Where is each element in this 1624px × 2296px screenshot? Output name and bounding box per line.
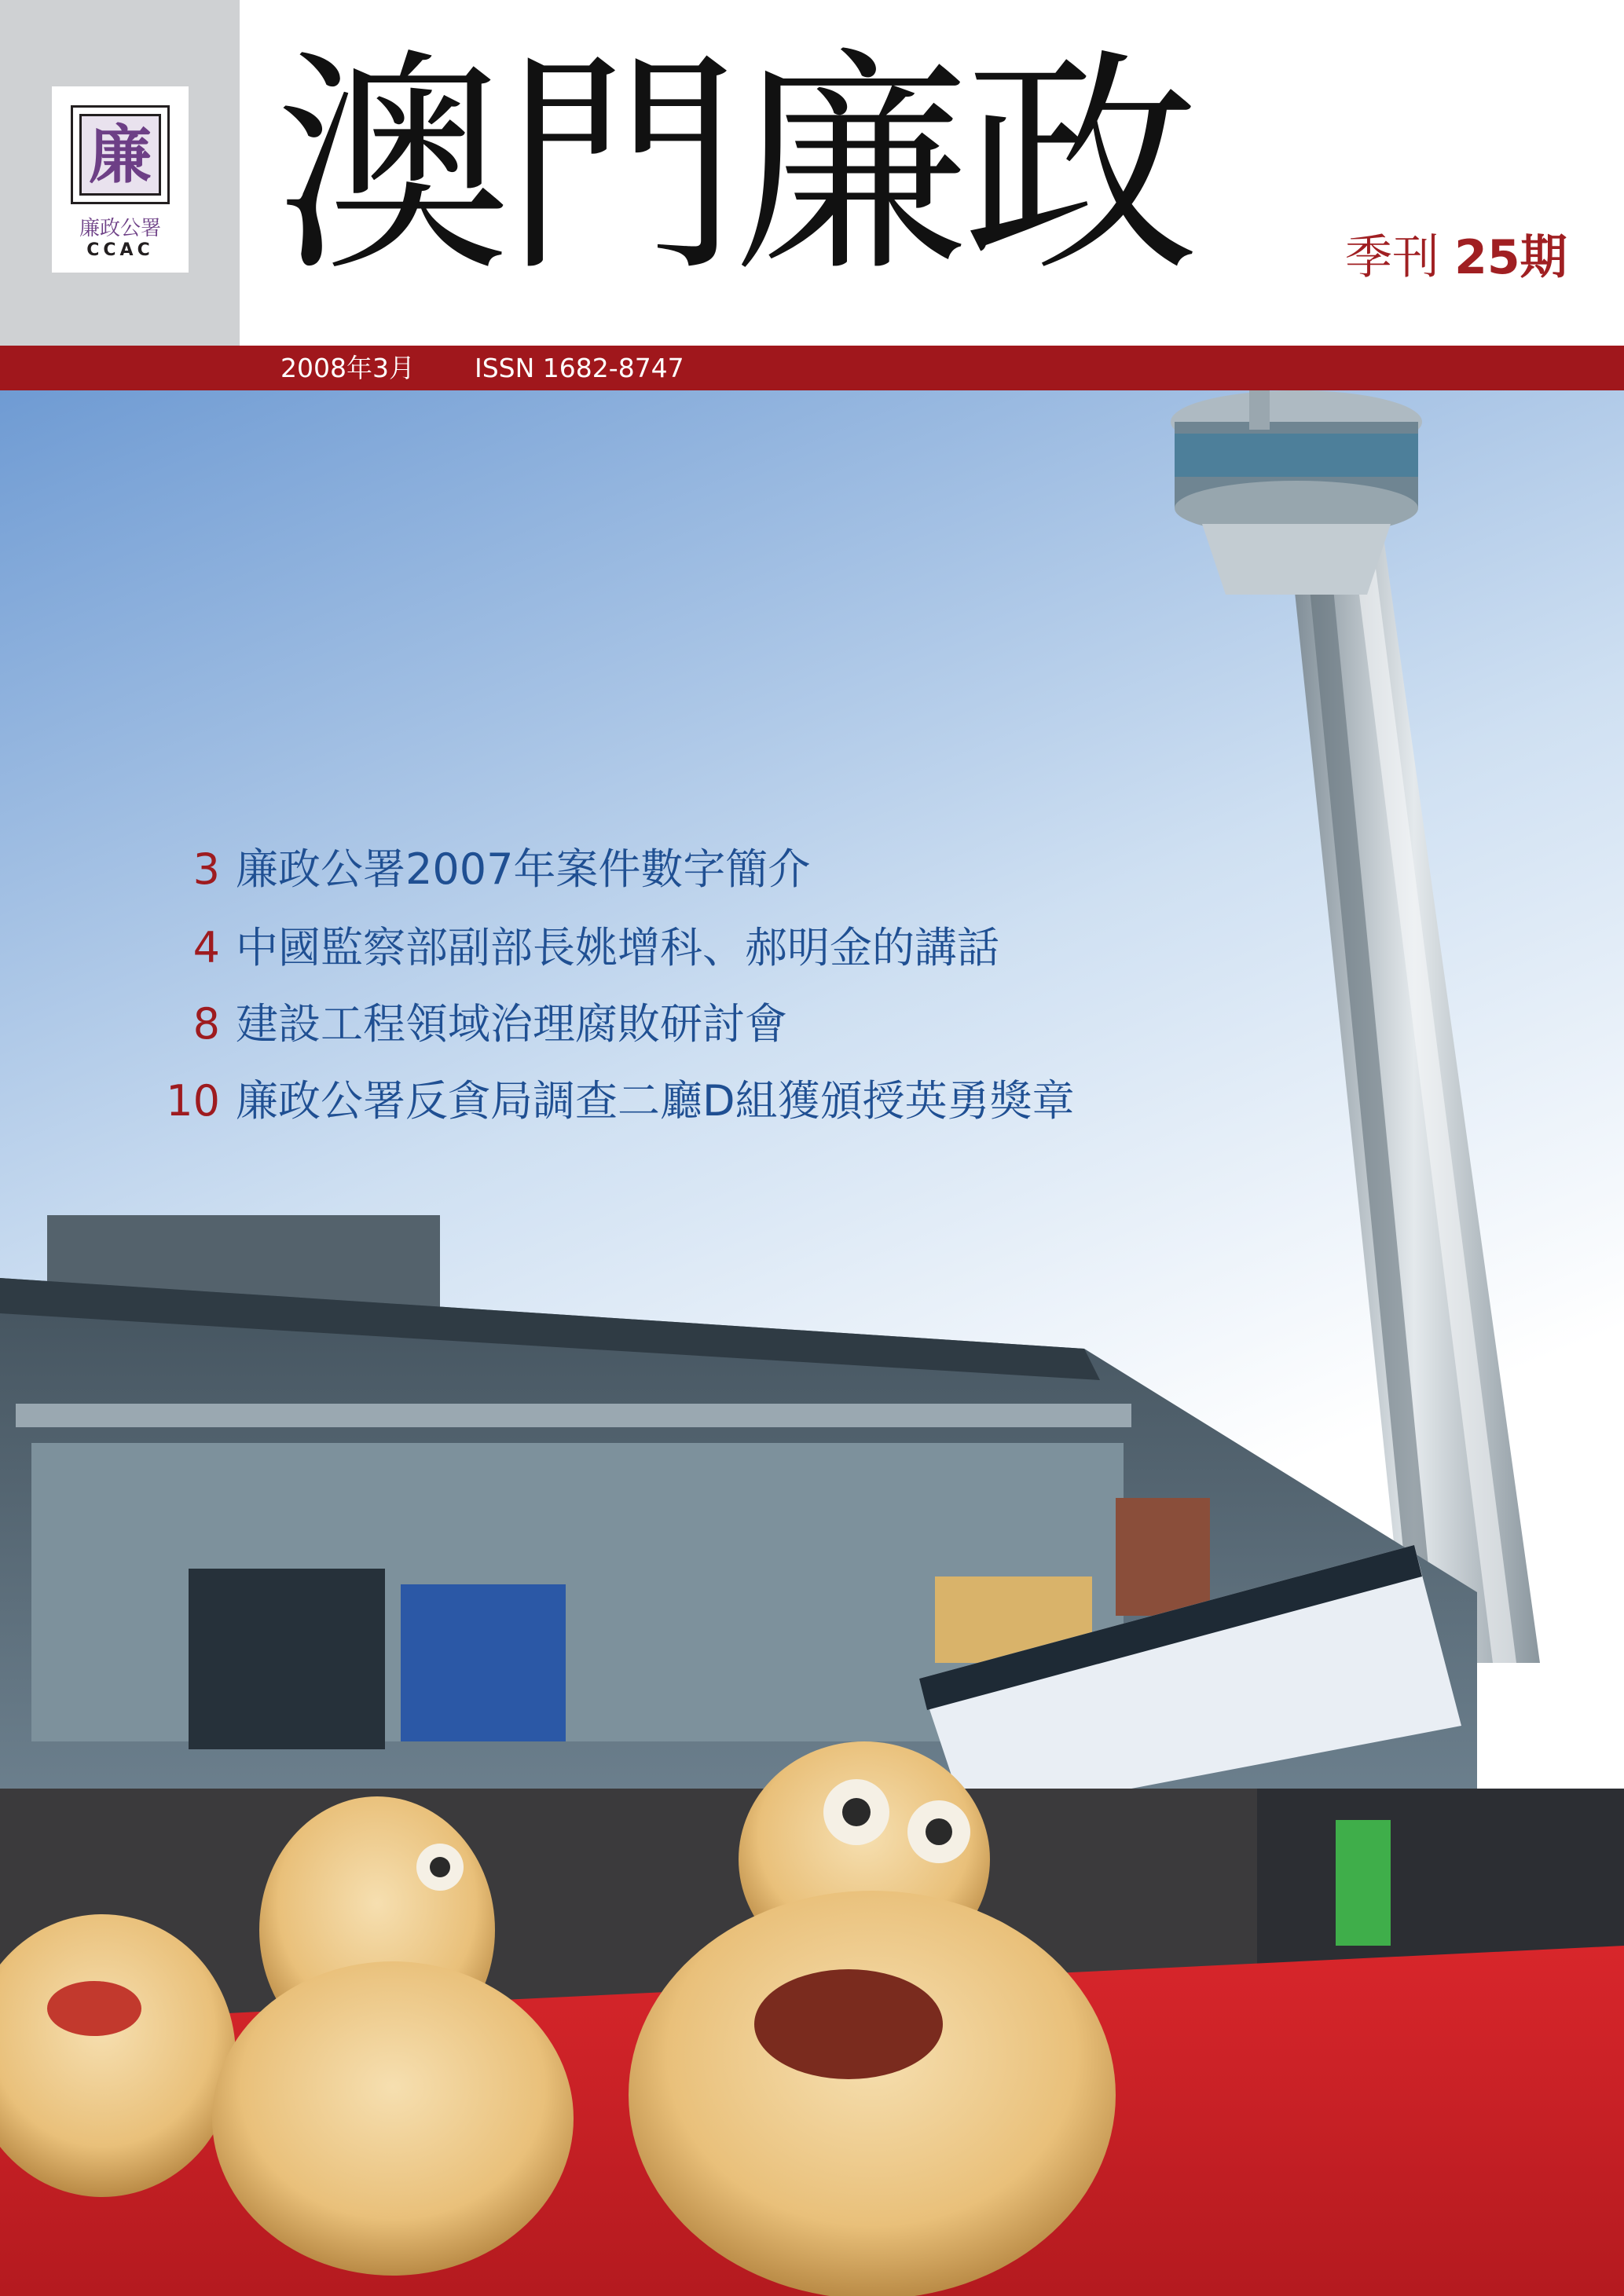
issue-date: 2008年3月 (280, 353, 415, 383)
logo-name-cn: 廉政公署 (79, 217, 161, 240)
logo-panel (0, 0, 240, 346)
issue-prefix: 季刊 (1345, 230, 1439, 285)
magazine-title: 澳門廉政 (275, 29, 1193, 303)
issue-number: 25期 (1454, 230, 1567, 285)
contents-page-number: 8 (192, 999, 220, 1049)
logo-mark-char: 廉 (89, 118, 152, 192)
header-band (0, 346, 1624, 390)
contents-title: 中國監察部副部長姚增科、郝明金的講話 (236, 923, 999, 972)
issn: ISSN 1682-8747 (475, 353, 684, 383)
contents-title: 廉政公署反貪局調查二廳D組獲頒授英勇獎章 (236, 1076, 1075, 1126)
contents-title: 建設工程領域治理腐敗研討會 (236, 999, 787, 1049)
contents-title: 廉政公署2007年案件數字簡介 (236, 844, 811, 894)
logo-mark (71, 105, 170, 204)
contents-page-number: 4 (192, 923, 220, 972)
contents-page-number: 10 (166, 1076, 220, 1126)
logo-name-en: CCAC (86, 240, 154, 260)
macau-tower-scene (0, 390, 1624, 2296)
issue-label (1345, 230, 1567, 285)
ccac-logo (52, 86, 189, 273)
contents-page-number: 3 (192, 844, 220, 894)
cover-photo (0, 390, 1624, 2296)
